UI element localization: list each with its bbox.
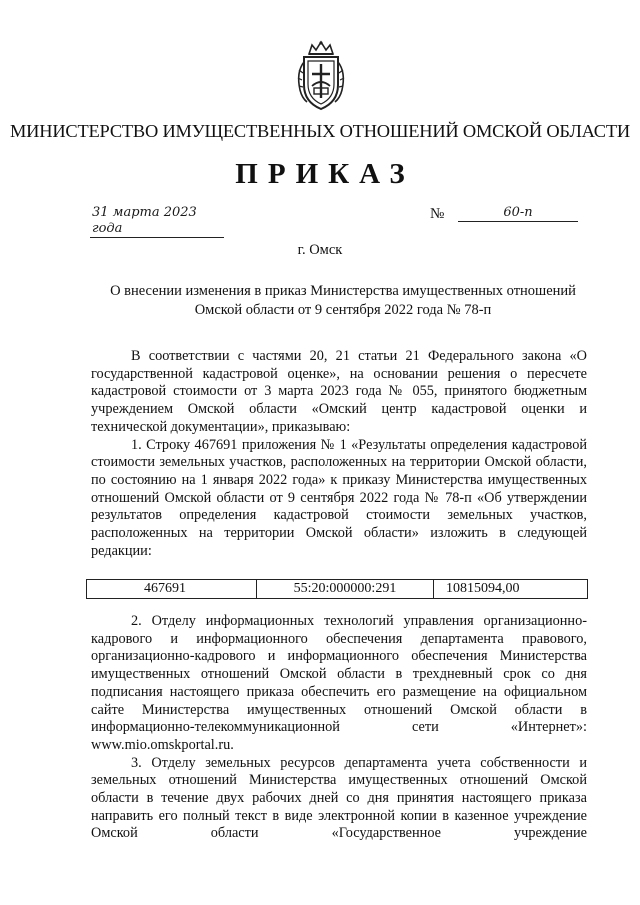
table-cell-cadastral-value: 10815094,00 bbox=[446, 581, 520, 596]
coat-of-arms-icon bbox=[290, 40, 352, 112]
order-body bbox=[91, 348, 587, 560]
order-body-continued bbox=[91, 613, 587, 843]
order-subject: О внесении изменения в приказ Министерства имущественных отношений Омской области от 9 сентября 2022 года № 78-п bbox=[110, 283, 576, 318]
order-number: 60-п bbox=[458, 205, 578, 222]
table-cell-cadastral-number: 55:20:000000:291 bbox=[257, 580, 434, 598]
paragraph-intro: В соответствии с частями 20, 21 статьи 21 Федерального закона «О государственной кадастровой оценке», на основании решения о пересчете кадастровой стоимости от 3 марта 2023 года № 055, принятого бюджетным учреждением Омской области «Омский центр кадастровой оценки и технической документации», приказываю: bbox=[91, 348, 587, 435]
city: г. Омск bbox=[297, 242, 343, 258]
table-cell-row-number: 467691 bbox=[87, 580, 257, 598]
ministry-name: МИНИСТЕРСТВО ИМУЩЕСТВЕННЫХ ОТНОШЕНИЙ ОМСКОЙ ОБЛАСТИ bbox=[10, 121, 630, 141]
paragraph-1: 1. Строку 467691 приложения № 1 «Результаты определения кадастровой стоимости земельных участков, расположенных на территории Омской области, по состоянию на 1 января 2022 года» к приказу Министерства имущественных отношений Омской области от 9 сентября 2022 года № 78-п «Об утверждении результатов определения кадастровой стоимости земельных участков, расположенных на территории Омской области» изложить в следующей редакции: bbox=[91, 436, 587, 559]
paragraph-2: 2. Отделу информационных технологий управления организационно-кадрового и информационного обеспечения департамента правового, организационно-кадрового и информационного обеспечения Министерства имущественных отношений Омской области в трехдневный срок со дня подписания настоящего приказа обеспечить его размещение на официальном сайте Министерства имущественных отношений Омской области в информационно-телекоммуникационной сети «Интернет»: www.mio.omskportal.ru. bbox=[91, 613, 587, 753]
paragraph-3: 3. Отделу земельных ресурсов департамента учета собственности и земельных отношений Министерства имущественных отношений Омской области в течение двух рабочих дней со дня принятия настоящего приказа направить его полный текст в виде электронной копии в казенное учреждение Омской области «Государственное учреждение bbox=[91, 754, 587, 842]
table-row bbox=[86, 579, 588, 599]
number-sign: № bbox=[430, 206, 445, 222]
order-date: 31 марта 2023 года bbox=[90, 205, 224, 238]
document-title: ПРИКАЗ bbox=[235, 158, 415, 190]
